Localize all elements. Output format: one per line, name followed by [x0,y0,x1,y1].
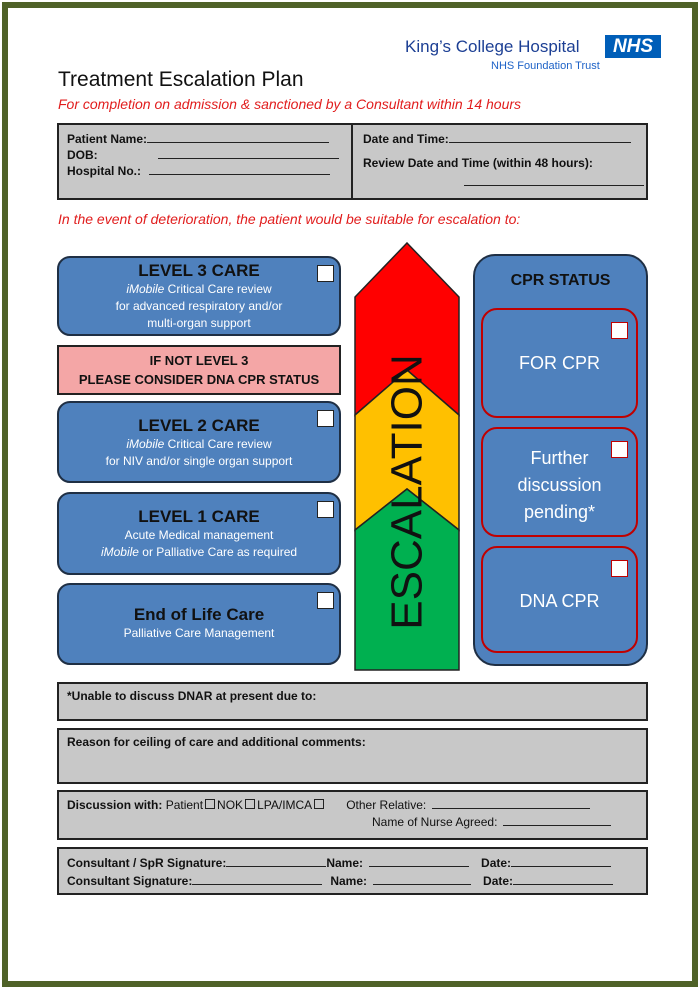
nurse-agreed-label: Name of Nurse Agreed: [372,815,498,829]
page-subtitle: For completion on admission & sanctioned by a Consultant within 14 hours [58,96,522,112]
consultant-date-field[interactable] [513,873,613,885]
discussion-box [57,790,648,840]
consultant-date-label: Date: [483,874,514,888]
date-time-label: Date and Time: [363,132,449,146]
further-line1: Further [530,448,589,468]
nok-option-label: NOK [217,798,244,812]
for-cpr-label: FOR CPR [519,353,600,373]
level-3-line2: for advanced respiratory and/or [115,299,283,313]
further-line3: pending* [523,502,596,522]
hospital-no-label: Hospital No.: [67,164,141,178]
escalation-arrow [353,242,461,672]
signature-box [57,847,648,895]
level-3-title: LEVEL 3 CARE [138,261,260,280]
dna-cpr-checkbox[interactable] [611,560,628,577]
review-label: Review Date and Time (within 48 hours): [363,156,593,170]
further-discussion-option[interactable] [481,427,638,537]
dna-cpr-option[interactable] [481,546,638,653]
end-of-life-line1: Palliative Care Management [123,626,275,640]
level-1-line2: or Palliative Care as required [138,545,298,559]
reason-comments-box[interactable] [57,728,648,784]
unable-to-discuss-box[interactable] [57,682,648,721]
patient-details-box [57,123,648,200]
lpa-checkbox[interactable] [314,799,324,809]
hospital-name: King’s College Hospital [405,37,580,56]
imobile-label: iMobile [126,437,165,451]
warning-line1: IF NOT LEVEL 3 [149,353,249,368]
level-1-title: LEVEL 1 CARE [138,507,260,526]
for-cpr-option[interactable] [481,308,638,418]
further-line2: discussion [517,475,602,495]
patient-identity-section [59,125,353,198]
page-title: Treatment Escalation Plan [58,68,304,91]
dna-cpr-label: DNA CPR [519,591,600,611]
level-2-title: LEVEL 2 CARE [138,416,260,435]
spr-name-field[interactable] [369,855,469,867]
level-2-checkbox[interactable] [317,410,334,427]
dob-field[interactable] [158,147,339,159]
unable-to-discuss-label: *Unable to discuss DNAR at present due to: [67,689,317,703]
end-of-life-checkbox[interactable] [317,592,334,609]
patient-name-label: Patient Name: [67,132,148,146]
nurse-agreed-field[interactable] [503,814,611,826]
review-field[interactable] [464,174,644,186]
spr-signature-field[interactable] [226,855,326,867]
trust-name: NHS Foundation Trust [491,60,600,72]
warning-line2: PLEASE CONSIDER DNA CPR STATUS [78,372,320,387]
level-3-checkbox[interactable] [317,265,334,282]
spr-date-label: Date: [481,856,512,870]
imobile-label: iMobile [126,282,165,296]
dob-label: DOB: [67,148,98,162]
lpa-option-label: LPA/IMCA [257,798,313,812]
nhs-logo: NHS [605,35,661,58]
patient-checkbox[interactable] [205,799,215,809]
other-relative-field[interactable] [432,797,590,809]
level-3-line1: Critical Care review [164,282,272,296]
spr-signature-label: Consultant / SpR Signature: [67,856,227,870]
consultant-name-field[interactable] [373,873,471,885]
patient-name-field[interactable] [147,131,329,143]
review-section [355,125,646,198]
level-3-line3: multi-organ support [147,316,251,330]
cpr-status-panel [473,254,648,666]
escalation-label: ESCALATION [382,354,432,630]
level-2-line2: for NIV and/or single organ support [105,454,293,468]
other-relative-label: Other Relative: [346,798,427,812]
escalation-instruction: In the event of deterioration, the patient would be suitable for escalation to: [58,211,521,227]
end-of-life-title: End of Life Care [133,605,265,624]
hospital-brand [405,35,675,77]
dna-cpr-warning [57,345,341,395]
hospital-no-field[interactable] [149,163,330,175]
level-1-line1: Acute Medical management [124,528,274,542]
level-2-line1: Critical Care review [164,437,272,451]
discussion-label: Discussion with: [67,798,163,812]
level-3-care-box [57,256,341,336]
spr-date-field[interactable] [511,855,611,867]
end-of-life-care-box [57,583,341,665]
spr-name-label: Name: [326,856,364,870]
nok-checkbox[interactable] [245,799,255,809]
level-1-care-box [57,492,341,575]
further-discussion-checkbox[interactable] [611,441,628,458]
level-1-checkbox[interactable] [317,501,334,518]
patient-option-label: Patient [165,798,204,812]
consultant-name-label: Name: [330,874,368,888]
consultant-signature-label: Consultant Signature: [67,874,193,888]
imobile-label: iMobile [100,545,139,559]
for-cpr-checkbox[interactable] [611,322,628,339]
cpr-status-title: CPR STATUS [510,272,611,289]
level-2-care-box [57,401,341,483]
date-time-field[interactable] [449,131,631,143]
reason-label: Reason for ceiling of care and additional comments: [67,735,366,749]
consultant-signature-field[interactable] [192,873,322,885]
